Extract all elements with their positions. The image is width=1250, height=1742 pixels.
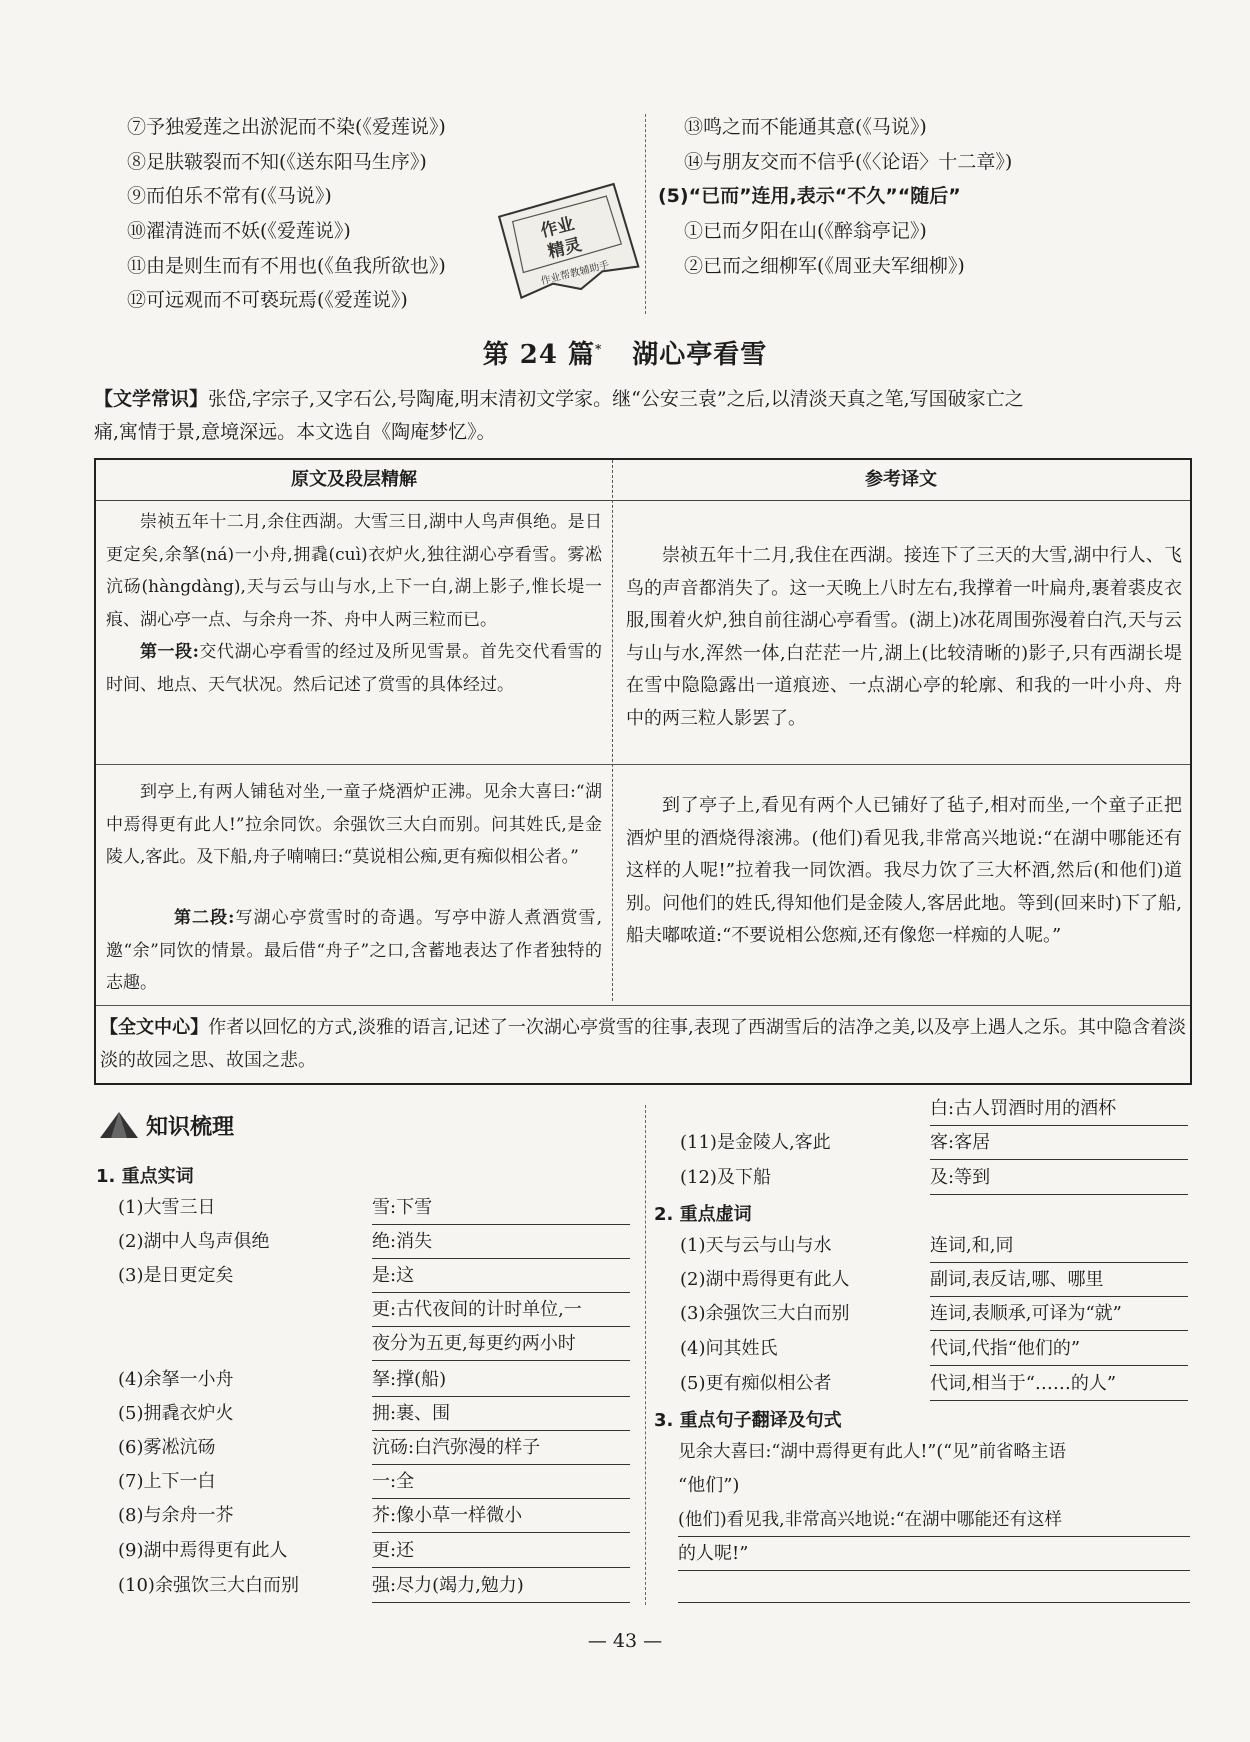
top-left-line-9: ⑨而伯乐不常有(《马说》) <box>127 185 332 207</box>
s1-q9: (9)湖中焉得更有此人 <box>118 1540 288 1561</box>
lit-label: 【文学常识】 <box>94 388 209 410</box>
s1-q5: (5)拥毳衣炉火 <box>118 1403 234 1424</box>
table-center-divider <box>96 1005 1190 1006</box>
s3-heading: 3. 重点句子翻译及句式 <box>654 1410 842 1431</box>
s1-q4: (4)余拏一小舟 <box>118 1369 234 1390</box>
s1-a4: 拏:撑(船) <box>372 1368 630 1397</box>
top-right-line-14: ⑭与朋友交而不信乎(《〈论语〉十二章》) <box>684 151 1013 173</box>
row1-translation: 崇祯五年十二月,我住在西湖。接连下了三天的大雪,湖中行人、飞鸟的声音都消失了。这一天晚上八时左右,我撑着一叶扁舟,裹着裘皮衣服,围着火炉,独自前往湖心亭看雪。(湖上)冰花周围弥漫着白汽,天与云与山与水,浑然一体,白茫茫一片,湖上(比较清晰的)影子,只有西湖长堤在雪中隐隐露出一道痕迹、一点湖心亭的轮廓、和我的一叶小舟、舟中的两三粒人影罢了。 <box>626 545 1182 729</box>
row1-analysis: 第一段:交代湖心亭看雪的经过及所见雪景。首先交代看雪的时间、地点、天气状况。然后记述了赏雪的具体经过。 <box>106 642 602 695</box>
s1-a6: 沆砀:白汽弥漫的样子 <box>372 1436 630 1465</box>
table-head-left: 原文及段层精解 <box>96 460 612 501</box>
s1-a2: 绝:消失 <box>372 1230 630 1259</box>
knowledge-icon <box>98 1110 140 1146</box>
literary-knowledge <box>94 383 1194 449</box>
s1-a5: 拥:裹、围 <box>372 1402 630 1431</box>
chapter-title <box>0 334 1250 371</box>
s1-a12: 及:等到 <box>930 1166 1188 1195</box>
s2-q1: (1)天与云与山与水 <box>680 1235 832 1256</box>
top-left-line-11: ⑪由是则生而有不用也(《鱼我所欲也》) <box>127 255 446 277</box>
s3-question-line1: 见余大喜曰:“湖中焉得更有此人!”(“见”前省略主语 <box>678 1442 1067 1462</box>
s2-q4: (4)问其姓氏 <box>680 1338 778 1359</box>
top-column-divider <box>645 114 646 314</box>
top-left-line-8: ⑧足肤皲裂而不知(《送东阳马生序》) <box>127 151 427 173</box>
text-translation-table <box>94 458 1192 1085</box>
s1-a3c: 夜分为五更,每更约两小时 <box>372 1332 630 1361</box>
s3-question-line2: “他们”) <box>678 1475 740 1496</box>
s1-a1: 雪:下雪 <box>372 1196 630 1225</box>
s2-a1: 连词,和,同 <box>930 1234 1188 1263</box>
chapter-mark: * <box>595 342 603 357</box>
row1-original: 崇祯五年十二月,余住西湖。大雪三日,湖中人鸟声俱绝。是日更定矣,余拏(ná)一小舟,拥毳(cuì)衣炉火,独往湖心亭看雪。雾凇沆砀(hàngdàng),天与云与山与水,上下一白,湖上影子,惟长堤一痕、湖心亭一点、与余舟一芥、舟中人两三粒而已。 <box>106 512 602 630</box>
s1-a10: 强:尽力(竭力,勉力) <box>372 1574 630 1603</box>
top-left-line-10: ⑩濯清涟而不妖(《爱莲说》) <box>127 220 351 242</box>
s3-answer-line1: (他们)看见我,非常高兴地说:“在湖中哪能还有这样 <box>678 1508 1190 1537</box>
top-right-line-13: ⑬鸣之而不能通其意(《马说》) <box>684 116 927 138</box>
s2-a4: 代词,代指“他们的” <box>930 1337 1188 1366</box>
s1-q1: (1)大雪三日 <box>118 1197 216 1218</box>
s1-q6: (6)雾凇沆砀 <box>118 1437 216 1458</box>
s1-a11: 客:客居 <box>930 1131 1188 1160</box>
s1-q2: (2)湖中人鸟声俱绝 <box>118 1231 270 1252</box>
s1-a8: 芥:像小草一样微小 <box>372 1504 630 1533</box>
page-number: — 43 — <box>587 1630 663 1652</box>
table-row-divider <box>96 764 1190 765</box>
chapter-name: 湖心亭看雪 <box>632 340 768 370</box>
top-right-heading: (5)“已而”连用,表示“不久”“随后” <box>658 185 961 207</box>
svg-text:精灵: 精灵 <box>545 234 584 263</box>
top-left-line-7: ⑦予独爱莲之出淤泥而不染(《爱莲说》) <box>127 116 446 138</box>
s2-q3: (3)余强饮三大白而别 <box>680 1303 850 1324</box>
s1-q12: (12)及下船 <box>680 1167 771 1188</box>
svg-text:作业帮教辅助手: 作业帮教辅助手 <box>539 259 611 288</box>
row2-analysis: 第二段:写湖心亭赏雪时的奇遇。写亭中游人煮酒赏雪,邀“余”同饮的情景。最后借“舟子”之口,含蓄地表达了作者独特的志趣。 <box>106 908 603 993</box>
s2-heading: 2. 重点虚词 <box>654 1204 752 1225</box>
s1-a7: 一:全 <box>372 1470 630 1499</box>
s2-a3: 连词,表顺承,可译为“就” <box>930 1302 1188 1331</box>
s1-q8: (8)与余舟一芥 <box>118 1505 234 1526</box>
s1-q10: (10)余强饮三大白而别 <box>118 1575 299 1596</box>
s2-a2: 副词,表反诘,哪、哪里 <box>930 1268 1188 1297</box>
row2-translation: 到了亭子上,看见有两个人已铺好了毡子,相对而坐,一个童子正把酒炉里的酒烧得滚沸。(他们)看见我,非常高兴地说:“在湖中哪能还有这样的人呢!”拉着我一同饮酒。我尽力饮了三大杯酒,然后(和他们)道别。问他们的姓氏,得知他们是金陵人,客居此地。等到(回来时)下了船,船夫嘟哝道:“不要说相公您痴,还有像您一样痴的人呢。” <box>626 795 1182 946</box>
s1-q11: (11)是金陵人,客此 <box>680 1132 831 1153</box>
r-top-ans: 白:古人罚酒时用的酒杯 <box>930 1097 1188 1126</box>
s2-q2: (2)湖中焉得更有此人 <box>680 1269 850 1290</box>
table-mid-divider <box>612 460 613 1001</box>
row2-original: 到亭上,有两人铺毡对坐,一童子烧酒炉正沸。见余大喜曰:“湖中焉得更有此人!”拉余同饮。余强饮三大白而别。问其姓氏,是金陵人,客此。及下船,舟子喃喃曰:“莫说相公痴,更有痴似相公者。” <box>106 782 602 867</box>
lit-text-2: 痛,寓情于景,意境深远。本文选自《陶庵梦忆》。 <box>94 421 496 443</box>
s2-q5: (5)更有痴似相公者 <box>680 1373 832 1394</box>
s1-heading: 1. 重点实词 <box>96 1166 194 1187</box>
knowledge-title: 知识梳理 <box>146 1115 235 1140</box>
s1-q7: (7)上下一白 <box>118 1471 216 1492</box>
top-left-line-12: ⑫可远观而不可亵玩焉(《爱莲说》) <box>127 289 408 311</box>
knowledge-column-divider <box>645 1105 646 1605</box>
top-right-sub-1: ①已而夕阳在山(《醉翁亭记》) <box>684 220 927 242</box>
svg-text:作业: 作业 <box>538 214 577 242</box>
s2-a5: 代词,相当于“……的人” <box>930 1372 1188 1401</box>
s3-answer-line2: 的人呢!” <box>678 1542 1190 1571</box>
central-idea: 【全文中心】作者以回忆的方式,淡雅的语言,记述了一次湖心亭赏雪的往事,表现了西湖雪后的洁净之美,以及亭上遇人之乐。其中隐含着淡淡的故园之思、故国之悲。 <box>100 1017 1186 1071</box>
table-head-right: 参考译文 <box>612 460 1190 501</box>
top-right-sub-2: ②已而之细柳军(《周亚夫军细柳》) <box>684 255 965 277</box>
s1-a9: 更:还 <box>372 1539 630 1568</box>
zuoye-jingling-stamp <box>490 180 645 310</box>
s1-a3b: 更:古代夜间的计时单位,一 <box>372 1298 630 1327</box>
s1-a3: 是:这 <box>372 1264 630 1293</box>
chapter-number: 第 24 篇 <box>482 340 595 370</box>
s3-answer-blank <box>678 1602 1190 1603</box>
s1-q3: (3)是日更定矣 <box>118 1265 234 1286</box>
lit-text-1: 张岱,字宗子,又字石公,号陶庵,明末清初文学家。继“公安三袁”之后,以清淡天真之笔,写国破家亡之 <box>208 388 1024 410</box>
